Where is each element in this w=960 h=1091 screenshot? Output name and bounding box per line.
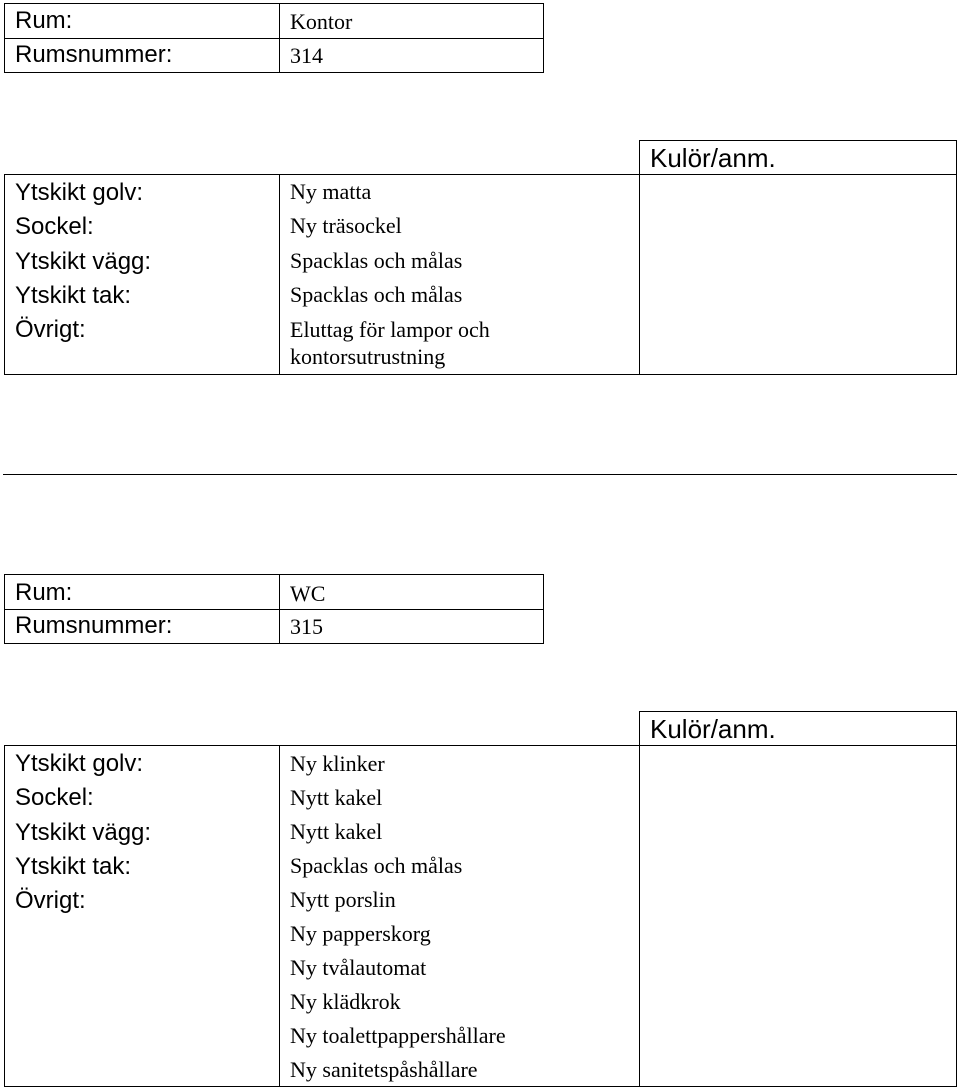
- room2-rumsnummer-value: 315: [290, 614, 323, 639]
- section-separator: [3, 474, 957, 475]
- room2-values: [290, 747, 506, 1087]
- room2-rum-value: WC: [290, 581, 326, 606]
- room1-rum-label: Rum:: [15, 7, 73, 34]
- room2-value-ovrigt-3: Ny tvålautomat: [290, 955, 427, 980]
- room2-label-tak: Ytskikt tak:: [15, 852, 132, 880]
- room1-value-ovrigt-cont: kontorsutrustning: [290, 344, 446, 370]
- room1-header-divider-h: [4, 38, 544, 39]
- room2-label-golv: Ytskikt golv:: [15, 750, 144, 777]
- room1-label-tak: Ytskikt tak:: [15, 281, 132, 309]
- room1-details-divider: [279, 174, 280, 375]
- room2-value-tak: Spacklas och målas: [290, 853, 463, 878]
- room2-value-ovrigt-5: Ny toalettpappershållare: [290, 1023, 506, 1048]
- room1-label-sockel: Sockel:: [15, 213, 94, 241]
- room1-rumsnummer-value: 314: [290, 43, 323, 68]
- room2-details-divider: [279, 745, 280, 1087]
- room1-value-golv: Ny matta: [290, 179, 372, 204]
- room2-value-vagg: Nytt kakel: [290, 819, 383, 844]
- room1-kulor-divider: [639, 174, 957, 175]
- room2-kulor-divider: [639, 745, 957, 746]
- room1-value-sockel: Ny träsockel: [290, 213, 402, 239]
- room2-labels: [15, 747, 151, 918]
- room1-values: [290, 175, 490, 372]
- room2-kulor-box: [639, 711, 957, 1087]
- room1-value-vagg: Spacklas och målas: [290, 247, 463, 273]
- room2-rumsnummer-label: Rumsnummer:: [15, 612, 173, 639]
- room2-header-divider-h: [4, 609, 544, 610]
- room1-value-tak: Spacklas och målas: [290, 281, 463, 307]
- room2-label-ovrigt: Övrigt:: [15, 887, 86, 915]
- room2-kulor-label: Kulör/anm.: [650, 714, 776, 744]
- room1-label-vagg: Ytskikt vägg:: [15, 247, 152, 275]
- room2-label-sockel: Sockel:: [15, 784, 94, 812]
- room1-rum-value: Kontor: [290, 9, 353, 34]
- room2-rum-label: Rum:: [15, 579, 73, 606]
- room1-rumsnummer-label: Rumsnummer:: [15, 41, 173, 68]
- room1-kulor-box: [639, 140, 957, 375]
- room1-labels: [15, 176, 151, 347]
- room2-value-golv: Ny klinker: [290, 751, 385, 776]
- room2-label-vagg: Ytskikt vägg:: [15, 818, 152, 846]
- room2-value-ovrigt-2: Ny papperskorg: [290, 921, 431, 946]
- room2-value-ovrigt-4: Ny klädkrok: [290, 989, 401, 1014]
- room1-label-golv: Ytskikt golv:: [15, 179, 144, 206]
- room1-kulor-label: Kulör/anm.: [650, 143, 776, 173]
- room1-label-ovrigt: Övrigt:: [15, 316, 86, 344]
- room2-value-sockel: Nytt kakel: [290, 785, 383, 810]
- room2-value-ovrigt-1: Nytt porslin: [290, 887, 396, 912]
- room1-value-ovrigt: Eluttag för lampor och: [290, 317, 490, 343]
- room2-value-ovrigt-6: Ny sanitetspåshållare: [290, 1057, 478, 1082]
